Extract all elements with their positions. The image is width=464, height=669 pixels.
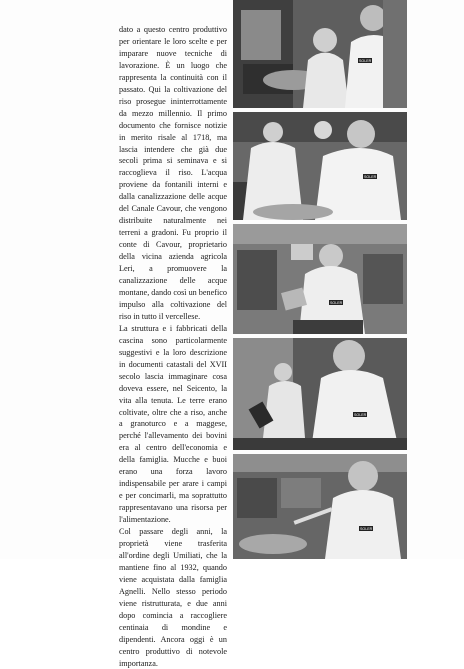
apron-label-3: SOLER xyxy=(330,301,343,305)
photo-chefs-2 xyxy=(233,112,407,220)
apron-label-1: SOLER xyxy=(359,59,372,63)
photo-chefs-4 xyxy=(233,338,407,450)
photo-strip xyxy=(233,0,407,559)
apron-label-4: SOLER xyxy=(354,413,367,417)
apron-label-5: SOLER xyxy=(360,527,373,531)
article-text-column xyxy=(119,24,227,669)
paragraph-2: La struttura e i fabbricati della cascina sono particolarmente suggestivi e la loro descrizione in documenti catastali del XVII secolo lascia immaginare cosa doveva essere, nel Seicento, la vita alla tenuta. Le terre erano coltivate, oltre che a riso, anche a granoturco e a maggese, perché l'allevamento dei bovini era al centro dell'economia e della famiglia. Mucche e buoi erano una forza lavoro indispensabile per arare i campi e per concimarli, ma soprattutto rappresentavano una risorsa per l'alimentazione. xyxy=(119,323,227,525)
paragraph-3: Col passare degli anni, la proprietà viene trasferita all'ordine degli Umiliati, che la mantiene fino al 1932, quando viene acquistata dalla famiglia Agnelli. Nello stesso periodo viene ristrutturata, e due anni dopo comincia a raccogliere centinaia di mondine e dipendenti. Ancora oggi è un centro produttivo di notevole importanza. xyxy=(119,527,227,668)
photo-chefs-3 xyxy=(233,224,407,334)
apron-label-2: SOLER xyxy=(364,175,377,179)
photo-chefs-5 xyxy=(233,454,407,559)
paragraph-1: dato a questo centro produttivo per orientare le loro scelte e per imparare nuove tecniche di lavorazione. È un luogo che rappresenta la continuità con il passato. Qui la coltivazione del riso prosegue ininterrottamente da mezzo millennio. Il primo documento che fornisce notizie in merito risale al 1718, ma lascia intendere che già due secoli prima si seminava e si raccoglieva il riso. L'acqua proviene da fontanili interni e dalla canalizzazione delle acque del Canale Cavour, che vengono distribuite naturalmente nei terreni a gradoni. Fu proprio il conte di Cavour, proprietario della vicina azienda agricola Leri, a promuovere la canalizzazione delle acque montane, dando così un benefico impulso alla coltivazione del riso in tutto il vercellese. xyxy=(119,25,227,321)
photo-chefs-1 xyxy=(233,0,407,108)
